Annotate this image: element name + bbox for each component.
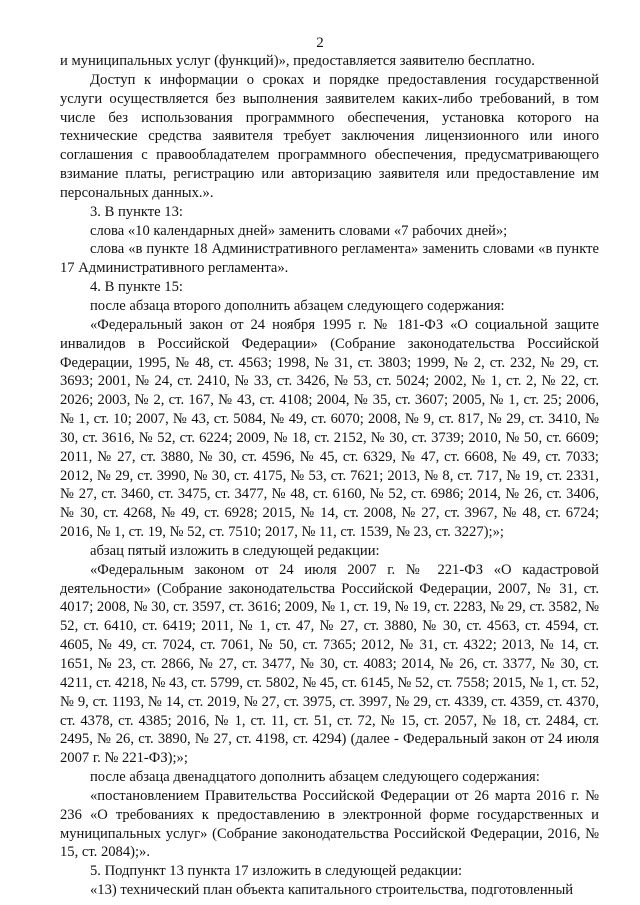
paragraph-item-5-heading: 5. Подпункт 13 пункта 17 изложить в следующей редакции: bbox=[90, 863, 463, 880]
paragraph-item-3-heading: 3. В пункте 13: bbox=[90, 203, 183, 220]
paragraph-federal-law-181: «Федеральный закон от 24 ноября 1995 г. № 181-ФЗ «О социальной защите инвалидов в Российской Федерации» (Собрание законодательства Российской Федерации, 1995, № 48, ст. 4563; 1998, № 31, ст. 3803; 1999, № 2, ст. 232, № 29, ст. 3693; 2001, № 24, ст. 2410, № 33, ст. 3426, № 53, ст. 5024; 2002, № 1, ст. 2, № 22, ст. 2026; 2003, № 2, ст. 167, № 43, ст. 4108; 2004, № 35, ст. 3607; 2005, № 1, ст. 25; 2006, № 1, ст. 10; 2007, № 43, ст. 5084, № 49, ст. 6070; 2008, № 9, ст. 817, № 29, ст. 3410, № 30, ст. 3616, № 52, ст. 6224; 2009, № 18, ст. 2152, № 30, ст. 3739; 2010, № 50, ст. 6609; 2011, № 27, ст. 3880, № 30, ст. 4596, № 45, ст. 6329, № 47, ст. 6608, № 49, ст. 7033; 2012, № 29, ст. 3990, № 30, ст. 4175, № 53, ст. 7621; 2013, № 8, ст. 717, № 19, ст. 2331, № 27, ст. 3460, ст. 3475, ст. 3477, № 48, ст. 6160, № 52, ст. 6986; 2014, № 26, ст. 3406, № 30, ст. 4268, № 49, ст. 6928; 2015, № 14, ст. 2008, № 27, ст. 3967, № 48, ст. 6724; 2016, № 1, ст. 19, № 52, ст. 7510; 2017, № 11, ст. 1539, № 23, ст. 3227);»; bbox=[60, 316, 599, 541]
paragraph-fifth-abzac: абзац пятый изложить в следующей редакции: bbox=[90, 542, 380, 559]
paragraph-add-after-twelfth: после абзаца двенадцатого дополнить абзацем следующего содержания: bbox=[90, 769, 540, 786]
page-number: 2 bbox=[316, 35, 324, 51]
paragraph-access-information: Доступ к информации о сроках и порядке предоставления государственной услуги осуществляется без выполнения заявителем каких-либо требований, в том числе без использования программного обеспечения, установка которого на технические средства заявителя требует заключения лицензионного или иного соглашения с правообладателем программного обеспечения, предусматривающего взимание платы, регистрацию или авторизацию заявителя или предоставление им персональных данных.». bbox=[60, 71, 599, 201]
paragraph-item-4-heading: 4. В пункте 15: bbox=[90, 279, 183, 296]
paragraph-add-after-second: после абзаца второго дополнить абзацем следующего содержания: bbox=[90, 297, 505, 314]
paragraph-replace-days: слова «10 календарных дней» заменить словами «7 рабочих дней»; bbox=[90, 222, 508, 239]
paragraph-replace-reference: слова «в пункте 18 Административного регламента» заменить словами «в пункте 17 Административного регламента». bbox=[60, 241, 599, 277]
document-body bbox=[60, 52, 599, 900]
paragraph-continuation: и муниципальных услуг (функций)», предоставляется заявителю бесплатно. bbox=[60, 53, 535, 69]
paragraph-federal-law-221: «Федеральным законом от 24 июля 2007 г. № 221-ФЗ «О кадастровой деятельности» (Собрание законодательства Российской Федерации, 2007, № 31, ст. 4017; 2008, № 30, ст. 3597, ст. 3616; 2009, № 1, ст. 19, № 19, ст. 2283, № 29, ст. 3582, № 52, ст. 6410, ст. 6419; 2011, № 1, ст. 47, № 27, ст. 3880, № 30, ст. 4563, ст. 4594, ст. 4605, № 49, ст. 7024, ст. 7061, № 50, ст. 7365; 2012, № 31, ст. 4322; 2013, № 14, ст. 1651, № 23, ст. 2866, № 27, ст. 3477, № 30, ст. 4083; 2014, № 26, ст. 3377, № 30, ст. 4211, ст. 4218, № 43, ст. 5799, ст. 5802, № 45, ст. 6145, № 52, ст. 7558; 2015, № 1, ст. 52, № 9, ст. 1193, № 14, ст. 2019, № 27, ст. 3975, ст. 3997, № 29, ст. 4339, ст. 4359, ст. 4370, ст. 4378, ст. 4385; 2016, № 1, ст. 11, ст. 51, ст. 72, № 15, ст. 2057, № 18, ст. 2484, ст. 2495, № 26, ст. 3890, № 27, ст. 4198, ст. 4294) (далее - Федеральный закон от 24 июля 2007 г. № 221-ФЗ);»; bbox=[60, 561, 599, 767]
paragraph-technical-plan: «13) технический план объекта капитального строительства, подготовленный bbox=[90, 882, 574, 899]
paragraph-government-decree-236: «постановлением Правительства Российской Федерации от 26 марта 2016 г. № 236 «О требованиях к предоставлению в электронной форме государственных и муниципальных услуг» (Собрание законодательства Российской Федерации, 2016, № 15, ст. 2084);». bbox=[60, 787, 599, 861]
